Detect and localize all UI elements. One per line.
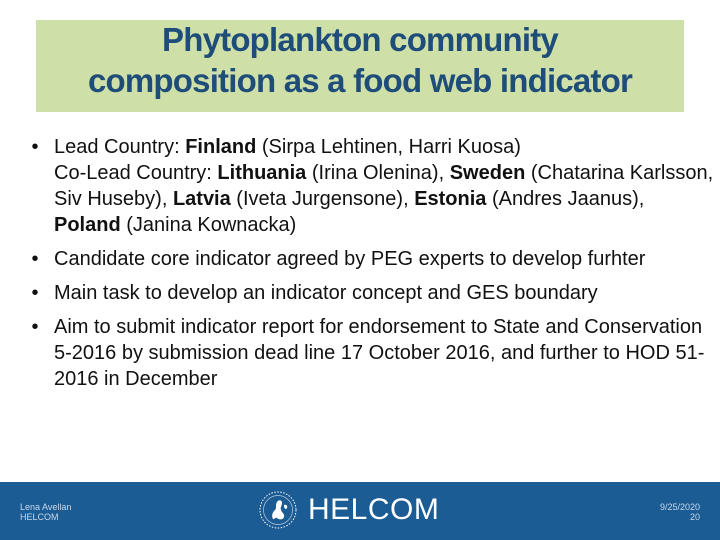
- country-sweden: Sweden: [449, 162, 526, 184]
- country-finland: Finland: [185, 136, 257, 158]
- bullet-item-aim: [24, 314, 714, 392]
- bullet-text: Aim to submit indicator report for endorsement to State and Conservation 5-2016 by submission dead line 17 October 2016, and further to HOD 51-2016 in December: [54, 316, 705, 390]
- finland-contacts: (Sirpa Lehtinen, Harri Kuosa): [256, 136, 521, 158]
- bullet-item-candidate: [24, 246, 714, 272]
- country-lithuania: Lithuania: [217, 162, 307, 184]
- slide-title: [0, 0, 720, 120]
- bullet-list: [24, 134, 714, 400]
- slide-title-line-1: Phytoplankton community: [162, 21, 558, 58]
- bullet-icon: •: [31, 282, 39, 304]
- footer-organization: HELCOM: [20, 512, 59, 522]
- footer-meta-block: [660, 502, 700, 522]
- footer-author-block: [20, 502, 71, 522]
- lead-country-label: Lead Country:: [54, 136, 186, 158]
- country-estonia: Estonia: [414, 188, 487, 210]
- estonia-contacts: (Andres Jaanus),: [486, 188, 645, 210]
- helcom-logo-icon: [258, 490, 298, 530]
- helcom-logo: [258, 490, 458, 530]
- bullet-icon: •: [31, 136, 39, 158]
- footer-author: Lena Avellan: [20, 502, 72, 512]
- co-lead-country-label: Co-Lead Country:: [54, 162, 218, 184]
- sweden-contacts: (Chatarina Karlsson, Siv Huseby),: [54, 162, 714, 210]
- country-latvia: Latvia: [172, 188, 231, 210]
- footer-page-number: 20: [689, 512, 700, 522]
- bullet-item-main-task: [24, 280, 714, 306]
- helcom-logo-text: HELCOM: [308, 493, 440, 526]
- bullet-text: Main task to develop an indicator concept and GES boundary: [54, 282, 598, 304]
- bullet-text: Candidate core indicator agreed by PEG experts to develop furhter: [54, 248, 646, 270]
- latvia-contacts: (Iveta Jurgensone),: [230, 188, 415, 210]
- bullet-icon: •: [31, 316, 39, 338]
- poland-contacts: (Janina Kownacka): [120, 214, 297, 236]
- footer-date: 9/25/2020: [659, 502, 700, 512]
- bullet-item-lead-country: [24, 134, 714, 238]
- lithuania-contacts: (Irina Olenina),: [306, 162, 450, 184]
- bullet-icon: •: [31, 248, 39, 270]
- slide-title-line-2: composition as a food web indicator: [87, 62, 633, 99]
- country-poland: Poland: [54, 214, 121, 236]
